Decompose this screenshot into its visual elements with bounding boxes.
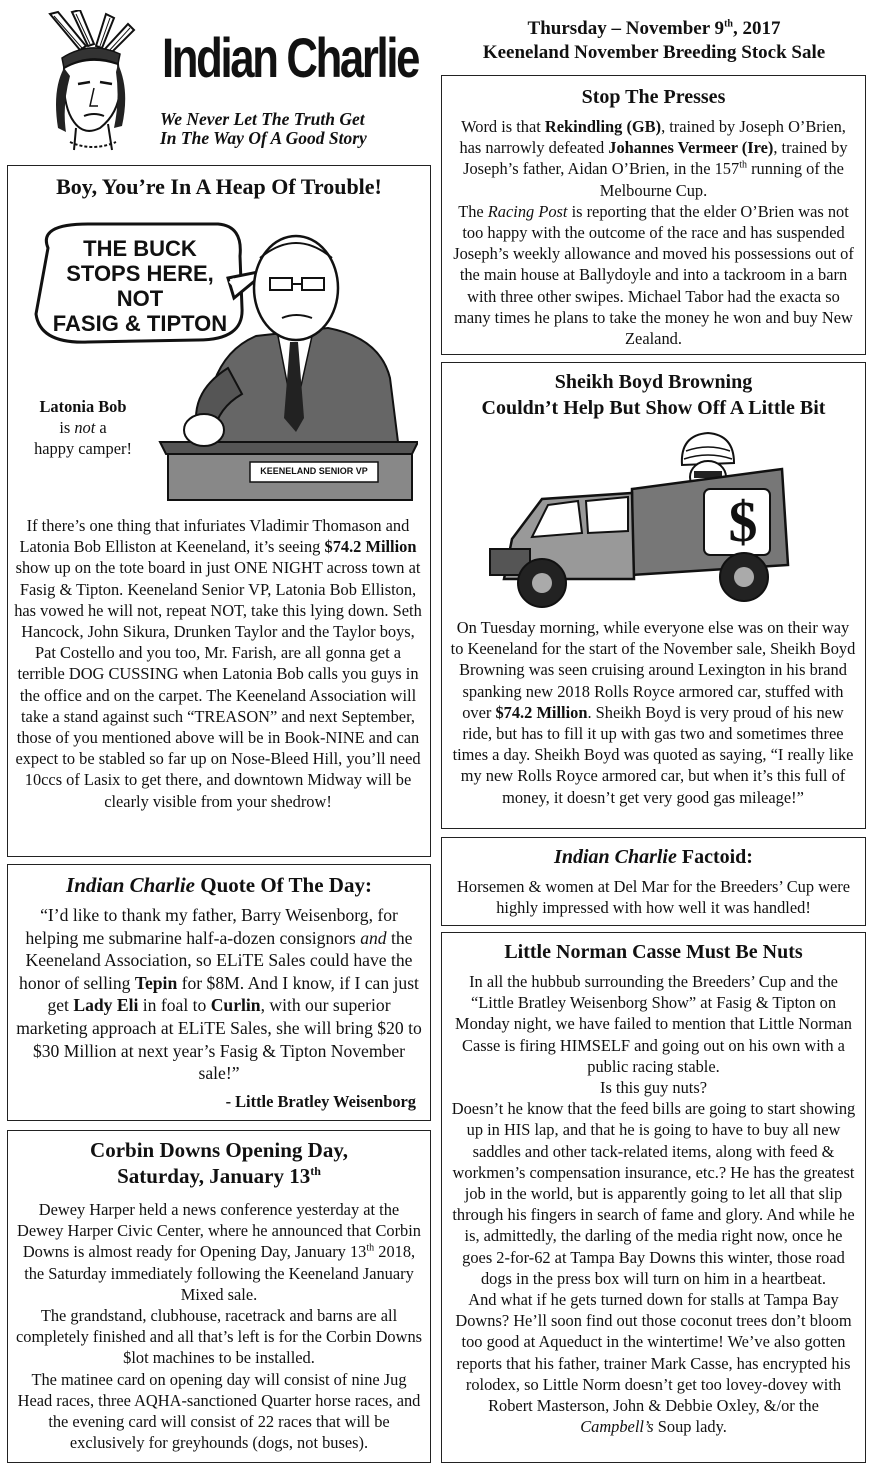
dateline-day-suffix: th: [724, 18, 733, 30]
factoid-headline: [442, 838, 865, 870]
article-sheikh-boyd-browning: [441, 362, 866, 829]
norman-text-4a: And what if he gets turned down for stalls at Tampa Bay Downs? He’ll soon find out those coconut trees don’t bloom too good at Aqueduct in the wintertime! We’ve also gotten reports that his father, trainer Mark Casse, has encrypted his rolodex, so Little Norm doesn’t get too lovey-dovey with Robert Masterson, John & Debbie Oxley, &/or the: [455, 1290, 852, 1416]
quote-horse-lady-eli: Lady Eli: [73, 995, 139, 1016]
caption-text-italic: not: [74, 418, 96, 438]
article-corbin-downs: [7, 1130, 431, 1463]
article-heap-of-trouble: [7, 165, 431, 857]
norman-paragraph-2: Is this guy nuts?: [600, 1078, 707, 1098]
sheikh-body: [442, 617, 864, 808]
corbin-body: [8, 1189, 430, 1453]
quote-text-5: , with our superior marketing approach at ELiTE Sales, she will bring $20 to $30 Million at next year’s Fasig & Tipton November sale!”: [16, 995, 422, 1084]
corbin-text-suffix: th: [366, 1242, 375, 1254]
presses-paragraph-1: [450, 116, 857, 201]
norman-paragraph-3: Doesn’t he know that the feed bills are going to start showing up in HIS lap, and that he is going to have to buy all new saddles and other tack-related items, along with feed & workmen’s compensation insurance, etc.? He has the greatest job in the world, but is apparently going to let all that slip through his fingers in search of fame and glory. And while he is, admittedly, the darling of the media right now, once he goes 2-for-62 at Tampa Bay Downs this winter, those road dogs in the press box will turn on him in a heartbeat.: [451, 1099, 856, 1288]
corbin-paragraph-3: The matinee card on opening day will consist of nine Jug Head races, three AQHA-sanctioned Quarter horse races, and the evening card will consist of 22 races that will be exclusively for greyhounds (dogs, not buses).: [17, 1369, 421, 1453]
factoid-text: Horsemen & women at Del Mar for the Breeders’ Cup were highly impressed with how well it was handled!: [457, 877, 850, 918]
presses-paragraph-2: [450, 201, 857, 349]
dateline-day: Thursday – November 9: [527, 18, 725, 39]
caption-name: Latonia Bob: [39, 397, 127, 416]
presses-body: [442, 110, 865, 349]
corbin-headline: [8, 1131, 430, 1189]
presses-horse-johannes-vermeer: Johannes Vermeer (Ire): [608, 138, 774, 158]
presses-headline: Stop The Presses: [581, 86, 726, 108]
article-body: [8, 515, 428, 812]
dateline-sale: Keeneland November Breeding Stock Sale: [482, 42, 826, 63]
presses-text-1c: , trained by Joseph’s father, Aidan O’Brien, in the 157: [463, 138, 848, 179]
presses-text-suffix: th: [739, 159, 747, 171]
presses-text-1a: Word is that: [461, 117, 545, 136]
sheikh-headline: [442, 363, 865, 421]
quote-text-3: for $8M. And I know, if I can just get: [47, 972, 419, 1016]
quote-attribution: - Little Bratley Weisenborg: [225, 1092, 416, 1111]
speech-line-1: THE BUCK: [83, 236, 197, 261]
sheikh-text-1b: . Sheikh Boyd is very proud of his new ride, but has to fill it up with gas two and sometimes three times a day. Sheikh Boyd was quoted as saying, “I really like my new Rolls Royce armored car, but when it’s this full of money, it doesn’t get very good gas mileage!”: [452, 702, 854, 807]
quote-text-2: the Keeneland Association, so ELiTE Sales could have the honor of selling: [19, 927, 413, 993]
quote-horse-tepin: Tepin: [134, 972, 178, 993]
quote-text-4: in foal to: [138, 995, 211, 1016]
norman-headline: Little Norman Casse Must Be Nuts: [504, 941, 803, 963]
tagline-line-2: In The Way Of A Good Story: [160, 128, 367, 148]
norman-paragraph-1: In all the hubbub surrounding the Breeders’ Cup and the “Little Bratley Weisenborg Show” at Fasig & Tipton on Monday night, we have failed to mention that Little Norman Casse is firing HIMSELF and going out on his own with a public racing stable.: [455, 972, 852, 1076]
article-stop-the-presses: [441, 75, 866, 355]
body-text: If there’s one thing that infuriates Vladimir Thomason and Latonia Bob Elliston at Keeneland, it’s seeing: [19, 516, 410, 557]
caption-text-c: a: [95, 418, 107, 438]
factoid-headline-italic: Indian Charlie: [554, 846, 677, 868]
article-factoid: [441, 837, 866, 926]
quote-headline: [8, 865, 430, 898]
corbin-paragraph-2: The grandstand, clubhouse, racetrack and barns are all completely finished and all that’s left is for the Corbin Downs $lot machines to be installed.: [15, 1306, 423, 1368]
article-headline: Boy, You’re In A Heap Of Trouble!: [56, 174, 382, 199]
factoid-headline-rest: Factoid:: [676, 846, 753, 868]
quote-horse-curlin: Curlin: [210, 995, 261, 1016]
corbin-text-1b: 2018, the Saturday immediately following the Keeneland January Mixed sale.: [24, 1242, 416, 1304]
masthead-title: Indian Charlie: [162, 26, 419, 89]
indian-head-logo: [22, 10, 152, 155]
dateline-year: , 2017: [732, 18, 781, 39]
speech-bubble-text: [32, 236, 248, 336]
sheikh-bold-amount: $74.2 Million: [495, 702, 588, 722]
presses-text-2a: The: [458, 201, 488, 221]
presses-text-1d: running of the Melbourne Cup.: [599, 159, 844, 200]
norman-text-4b: Soup lady.: [653, 1417, 727, 1437]
corbin-text-1a: Dewey Harper held a news conference yesterday at the Dewey Harper Civic Center, where he announced that Corbin Downs is almost ready for Opening Day, January 13: [17, 1200, 421, 1262]
corbin-headline-line-2: Saturday, January 13: [117, 1164, 311, 1188]
speech-line-4: FASIG & TIPTON: [52, 311, 228, 336]
sheikh-headline-line-2: Couldn’t Help But Show Off A Little Bit: [481, 397, 826, 419]
quote-headline-rest: Quote Of The Day:: [195, 873, 372, 897]
caption-text-a: is: [59, 418, 75, 438]
norman-campbells: Campbell’s: [580, 1417, 654, 1437]
norman-paragraph-4: [450, 1289, 857, 1437]
corbin-headline-suffix: th: [310, 1164, 321, 1178]
corbin-headline-line-1: Corbin Downs Opening Day,: [90, 1138, 348, 1162]
speech-line-2: STOPS HERE,: [66, 261, 214, 286]
nameplate-label: KEENELAND SENIOR VP: [260, 466, 368, 476]
body-text-rest: show up on the tote board in just ONE NIGHT across town at Fasig & Tipton. Keeneland Senior VP, Latonia Bob Elliston, has vowed he will not, repeat NOT, take this lying down. Seth Hancock, John Sikura, Drunken Taylor and the Taylor boys, Pat Costello and you too, Mr. Farish, are all gonna get a terrible DOG CUSSING when Latonia Bob calls you guys in the office and on the carpet. The Keeneland Association will take a stand against such “TREASON” and next September, those of you mentioned above will be in Book-NINE and can expect to be stabled so far up on Nose-Bleed Hill, you’ll need 10ccs of Lasix to get there, and downtown Midway will be clearly visible from your shedrow!: [14, 558, 422, 811]
caption-line-3: happy camper!: [34, 439, 132, 459]
sheikh-headline-line-1: Sheikh Boyd Browning: [554, 371, 753, 393]
norman-body: [442, 965, 865, 1437]
truck-dollar-sign: $: [728, 489, 758, 554]
masthead-tagline: [160, 110, 367, 148]
quote-headline-italic: Indian Charlie: [66, 873, 195, 897]
presses-text-2b: is reporting that the elder O’Brien was not too happy with the outcome of the race and has suspended Joseph’s weekly allowance and moved his possessions out of the main house at Ballydoyle and into a tackroom in a barn with three other swipes. Michael Tabor had the exacta so many times he plans to take the money he won and buy New Zealand.: [453, 201, 854, 349]
corbin-paragraph-1: [14, 1199, 424, 1305]
article-norman-casse: [441, 932, 866, 1463]
presses-text-1b: , trained by Joseph O’Brien, has narrowly defeated: [459, 117, 846, 158]
presses-racing-post: Racing Post: [487, 201, 568, 221]
cartoon-caption: [20, 396, 146, 460]
tagline-line-1: We Never Let The Truth Get: [160, 109, 365, 129]
body-bold-amount: $74.2 Million: [324, 537, 417, 557]
quote-text-1: “I’d like to thank my father, Barry Weisenborg, for helping me submarine half-a-dozen consignors: [25, 905, 398, 948]
quote-text-italic: and: [360, 927, 387, 948]
speech-line-3: NOT: [116, 286, 164, 311]
presses-horse-rekindling: Rekindling (GB): [544, 117, 662, 136]
article-quote-of-the-day: [7, 864, 431, 1121]
quote-body: [8, 898, 430, 1085]
dateline: [440, 17, 868, 65]
sheikh-text-1a: On Tuesday morning, while everyone else was on their way to Keeneland for the start of the November sale, Sheikh Boyd Browning was seen cruising around Lexington in his brand spanking new 2018 Rolls Royce armored car, stuffed with over: [450, 618, 856, 722]
